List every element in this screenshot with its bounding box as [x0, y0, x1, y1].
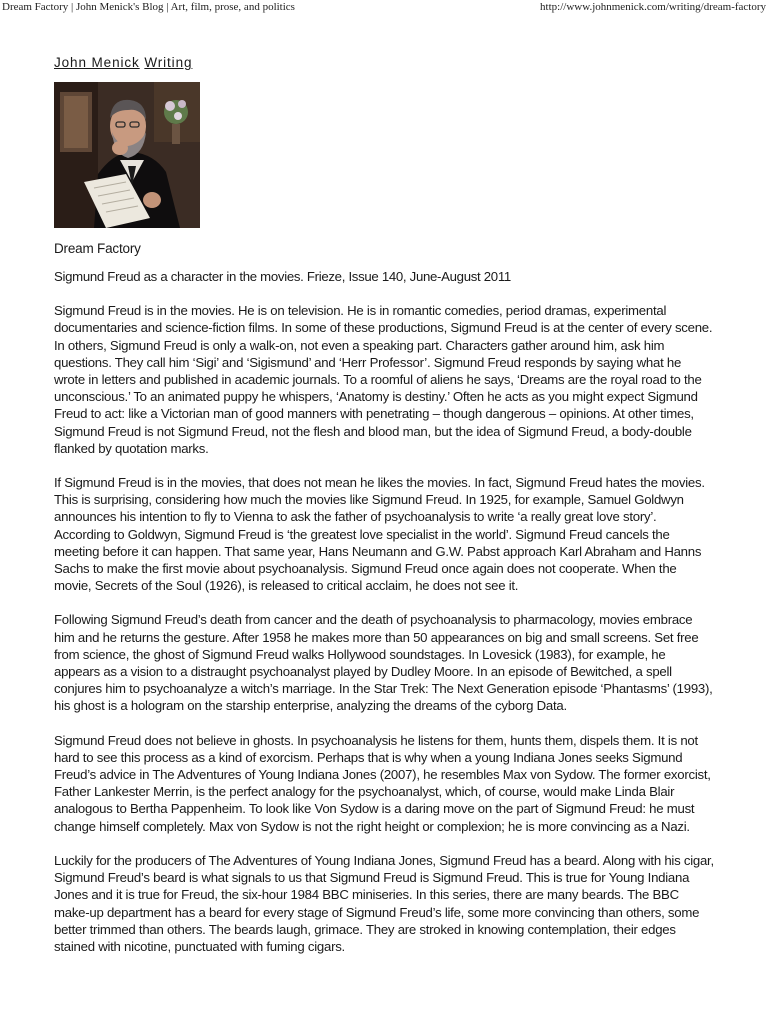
- body-paragraph: Sigmund Freud is in the movies. He is on television. He is in romantic comedies, period dramas, experimental documentaries and science-fiction films. In some of these productions, Sigmund Freud is at the center of every scene. In others, Sigmund Freud is only a walk-on, not even a speaking part. Characters gather around him, ask him questions. They call him ‘Sigi’ and ‘Sigismund’ and ‘Herr Professor’. Sigmund Freud responds by saying what he wrote in letters and published in academic journals. To a roomful of aliens he says, ‘Dreams are the royal road to the unconscious.’ To an animated puppy he whispers, ‘Anatomy is destiny.’ Often he acts as you might expect Sigmund Freud to act: like a Victorian man of good manners with penetrating – though dangerous – opinions. At other times, Sigmund Freud is not Sigmund Freud, not the flesh and blood man, but the idea of Sigmund Freud, a body-double flanked by quotation marks.: [54, 303, 713, 456]
- site-name-link[interactable]: John Menick: [54, 55, 140, 70]
- page-title: Dream Factory | John Menick's Blog | Art, film, prose, and politics: [2, 1, 295, 13]
- page-url: http://www.johnmenick.com/writing/dream-factory: [540, 1, 766, 13]
- body-paragraph: Luckily for the producers of The Adventures of Young Indiana Jones, Sigmund Freud has a beard. Along with his cigar, Sigmund Freud’s beard is what signals to us that Sigmund Freud is Sigmund Freud. This is true for Young Indiana Jones and it is true for Freud, the six-hour 1984 BBC miniseries. In this series, there are many beards. The BBC make-up department has a beard for every stage of Sigmund Freud’s life, some more convincing than others, some better trimmed than others. The beards laugh, grimace. They are stroked in knowing contemplation, their edges stained with nicotine, punctuated with fuming cigars.: [54, 852, 714, 954]
- body-paragraph: Following Sigmund Freud’s death from cancer and the death of psychoanalysis to pharmacology, movies embrace him and he returns the gesture. After 1958 he makes more than 50 appearances on big and small screens. Set free from science, the ghost of Sigmund Freud walks Hollywood soundstages. In Lovesick (1983), for example, he appears as a vision to a distraught psychoanalyst played by Dudley Moore. In an episode of Bewitched, a spell conjures him to psychoanalyze a witch’s marriage. In the Star Trek: The Next Generation episode ‘Phantasms’ (1993), his ghost is a hologram on the starship enterprise, analyzing the dreams of the cyborg Data.: [54, 612, 713, 714]
- post-title: Dream Factory: [54, 241, 141, 256]
- body-paragraph: If Sigmund Freud is in the movies, that does not mean he likes the movies. In fact, Sigmund Freud hates the movies. This is surprising, considering how much the movies like Sigmund Freud. In 1925, for example, Samuel Goldwyn announces his intention to fly to Vienna to ask the father of psychoanalysis to write ‘a really great love story’. According to Goldwyn, Sigmund Freud is ‘the greatest love specialist in the world’. Sigmund Freud cancels the meeting before it can happen. That same year, Hans Neumann and G.W. Pabst approach Karl Abraham and Hanns Sachs to make the first movie about psychoanalysis. Sigmund Freud once again does not cooperate. When the movie, Secrets of the Soul (1926), is released to critical acclaim, he does not see it.: [54, 475, 705, 594]
- writing-section-link[interactable]: Writing: [144, 55, 193, 70]
- body-paragraph: Sigmund Freud does not believe in ghosts. In psychoanalysis he listens for them, hunts them, dispels them. It is not hard to see this process as a kind of exorcism. Perhaps that is why when a young Indiana Jones seeks Sigmund Freud’s advice in The Adventures of Young Indiana Jones (2007), he resembles Max von Sydow. The former exorcist, Father Lankester Merrin, is the perfect analogy for the psychoanalyst, which, of course, would make Linda Blair analogous to Bertha Pappenheim. To look like Von Sydow is a daring move on the part of Sigmund Freud: he must change himself completely. Max von Sydow is not the right height or complexion; he is more convincing as a Nazi.: [54, 732, 711, 834]
- portrait-photo: [54, 82, 200, 228]
- article-content: [54, 54, 714, 972]
- breadcrumb: [54, 54, 714, 72]
- post-subtitle: Sigmund Freud as a character in the movies. Frieze, Issue 140, June-August 2011: [54, 269, 511, 284]
- print-header: [0, 0, 768, 14]
